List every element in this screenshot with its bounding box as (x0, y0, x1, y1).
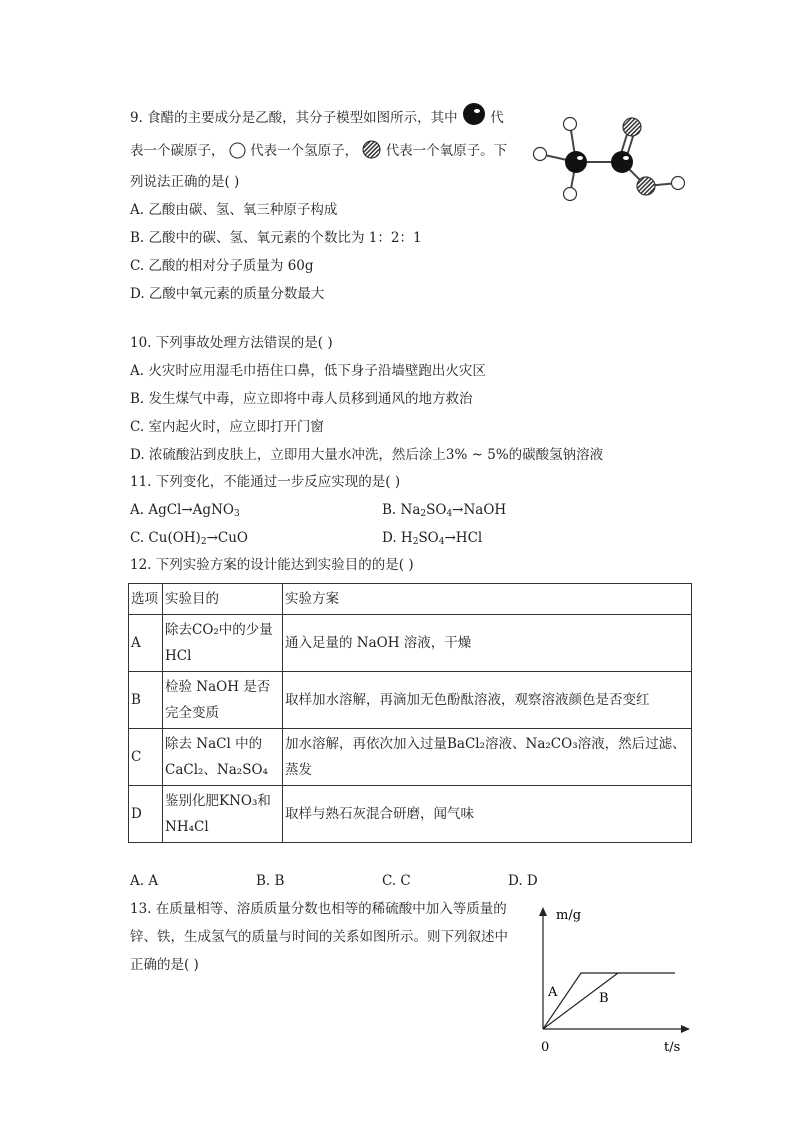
hydrogen-atom-icon (534, 148, 547, 161)
table-cell-plan: 加水溶解，再依次加入过量BaCl₂溶液、Na₂CO₃溶液，然后过滤、蒸发 (283, 729, 692, 786)
q10-option-d: D. 浓硫酸沾到皮肤上，立即用大量水冲洗，然后涂上3% ~ 5%的碳酸氢钠溶液 (130, 447, 604, 463)
q13-line3: 正确的是( ) (130, 957, 199, 973)
origin-label: 0 (541, 1040, 550, 1055)
table-cell-goal: 检验 NaOH 是否完全变质 (163, 672, 283, 729)
q13-line1: 13. 在质量相等、溶质质量分数也相等的稀硫酸中加入等质量的 (130, 901, 507, 917)
carbon-atom-icon (611, 151, 633, 173)
q11-option-a: A. AgCl→AgNO$_3$ (130, 502, 240, 519)
q9-option-c: C. 乙酸的相对分子质量为 60g (130, 258, 314, 274)
table-header-row (129, 584, 692, 615)
q12-option-b: B. B (256, 873, 285, 889)
q10-option-b: B. 发生煤气中毒，应立即将中毒人员移到通风的地方救治 (130, 391, 473, 407)
table-cell-goal: 除去CO₂中的少量HCl (163, 615, 283, 672)
q9-text-3: 表一个碳原子， (130, 143, 225, 159)
x-axis-arrow-icon (681, 1025, 690, 1033)
q10-option-c: C. 室内起火时，应立即打开门窗 (130, 419, 324, 435)
table-cell-plan: 取样与熟石灰混合研磨，闻气味 (283, 786, 692, 843)
oxygen-atom-icon (362, 140, 381, 159)
table-cell-option: A (129, 615, 163, 672)
q12-option-a: A. A (130, 873, 159, 889)
table-cell-plan: 通入足量的 NaOH 溶液，干燥 (283, 615, 692, 672)
carbon-atom-icon (565, 151, 587, 173)
line-a-label: A (548, 985, 558, 1000)
q9-text-1: 9. 食醋的主要成分是乙酸，其分子模型如图所示，其中 (130, 110, 458, 126)
q10-option-a: A. 火灾时应用湿毛巾捂住口鼻，低下身子沿墙壁跑出火灾区 (130, 363, 486, 379)
q9-option-b: B. 乙酸中的碳、氢、氧元素的个数比为 1：2：1 (130, 230, 422, 246)
y-axis-arrow-icon (539, 907, 547, 916)
hydrogen-atom-icon (564, 118, 577, 131)
q12-experiment-table (128, 583, 692, 843)
line-b-label: B (599, 991, 609, 1006)
line-a (543, 973, 675, 1029)
q12-option-c: C. C (382, 873, 411, 889)
table-cell-option: B (129, 672, 163, 729)
q9-text-2: 代 (490, 110, 504, 126)
q9-line1 (130, 102, 504, 127)
x-axis-label: t/s (664, 1040, 681, 1055)
table-header: 实验方案 (283, 584, 692, 615)
q12-stem: 12. 下列实验方案的设计能达到实验目的的是( ) (130, 557, 414, 573)
q9-option-d: D. 乙酸中氧元素的质量分数最大 (130, 286, 325, 302)
table-cell-goal: 鉴别化肥KNO₃和NH₄Cl (163, 786, 283, 843)
table-cell-option: D (129, 786, 163, 843)
table-cell-plan: 取样加水溶解，再滴加无色酚酞溶液，观察溶液颜色是否变红 (283, 672, 692, 729)
q10-stem: 10. 下列事故处理方法错误的是( ) (130, 335, 333, 351)
q12-option-d: D. D (508, 873, 538, 889)
table-cell-option: C (129, 729, 163, 786)
table-row (129, 729, 692, 786)
hydrogen-atom-icon (564, 188, 577, 201)
table-header: 选项 (129, 584, 163, 615)
acetic-acid-molecule-model (528, 110, 698, 205)
q9-option-a: A. 乙酸由碳、氢、氧三种原子构成 (130, 202, 338, 218)
q11-option-b: B. $Na_2SO_4\to NaOH$ (382, 502, 507, 519)
table-header: 实验目的 (163, 584, 283, 615)
q11-stem: 11. 下列变化，不能通过一步反应实现的是( ) (130, 474, 401, 490)
table-row (129, 615, 692, 672)
hydrogen-atom-icon (672, 177, 685, 190)
hydrogen-atom-icon (229, 142, 246, 159)
q13-line2: 锌、铁，生成氢气的质量与时间的关系如图所示。则下列叙述中 (130, 929, 508, 945)
q9-line2 (130, 140, 507, 160)
q9-text-4: 代表一个氢原子， (250, 143, 359, 159)
oxygen-atom-icon (623, 118, 641, 136)
q11-option-d: D. $H_2SO_4\to HCl$ (382, 530, 483, 547)
table-row (129, 786, 692, 843)
hydrogen-mass-time-graph (530, 905, 700, 1055)
q9-line3: 列说法正确的是( ) (130, 174, 240, 190)
table-cell-goal: 除去 NaCl 中的CaCl₂、Na₂SO₄ (163, 729, 283, 786)
oxygen-atom-icon (637, 177, 655, 195)
q11-option-c: C. $Cu(OH)_2\to CuO$ (130, 530, 248, 547)
carbon-atom-icon (462, 102, 486, 126)
table-row (129, 672, 692, 729)
q9-text-5: 代表一个氧原子。下 (385, 143, 508, 159)
y-axis-label: m/g (556, 908, 582, 923)
